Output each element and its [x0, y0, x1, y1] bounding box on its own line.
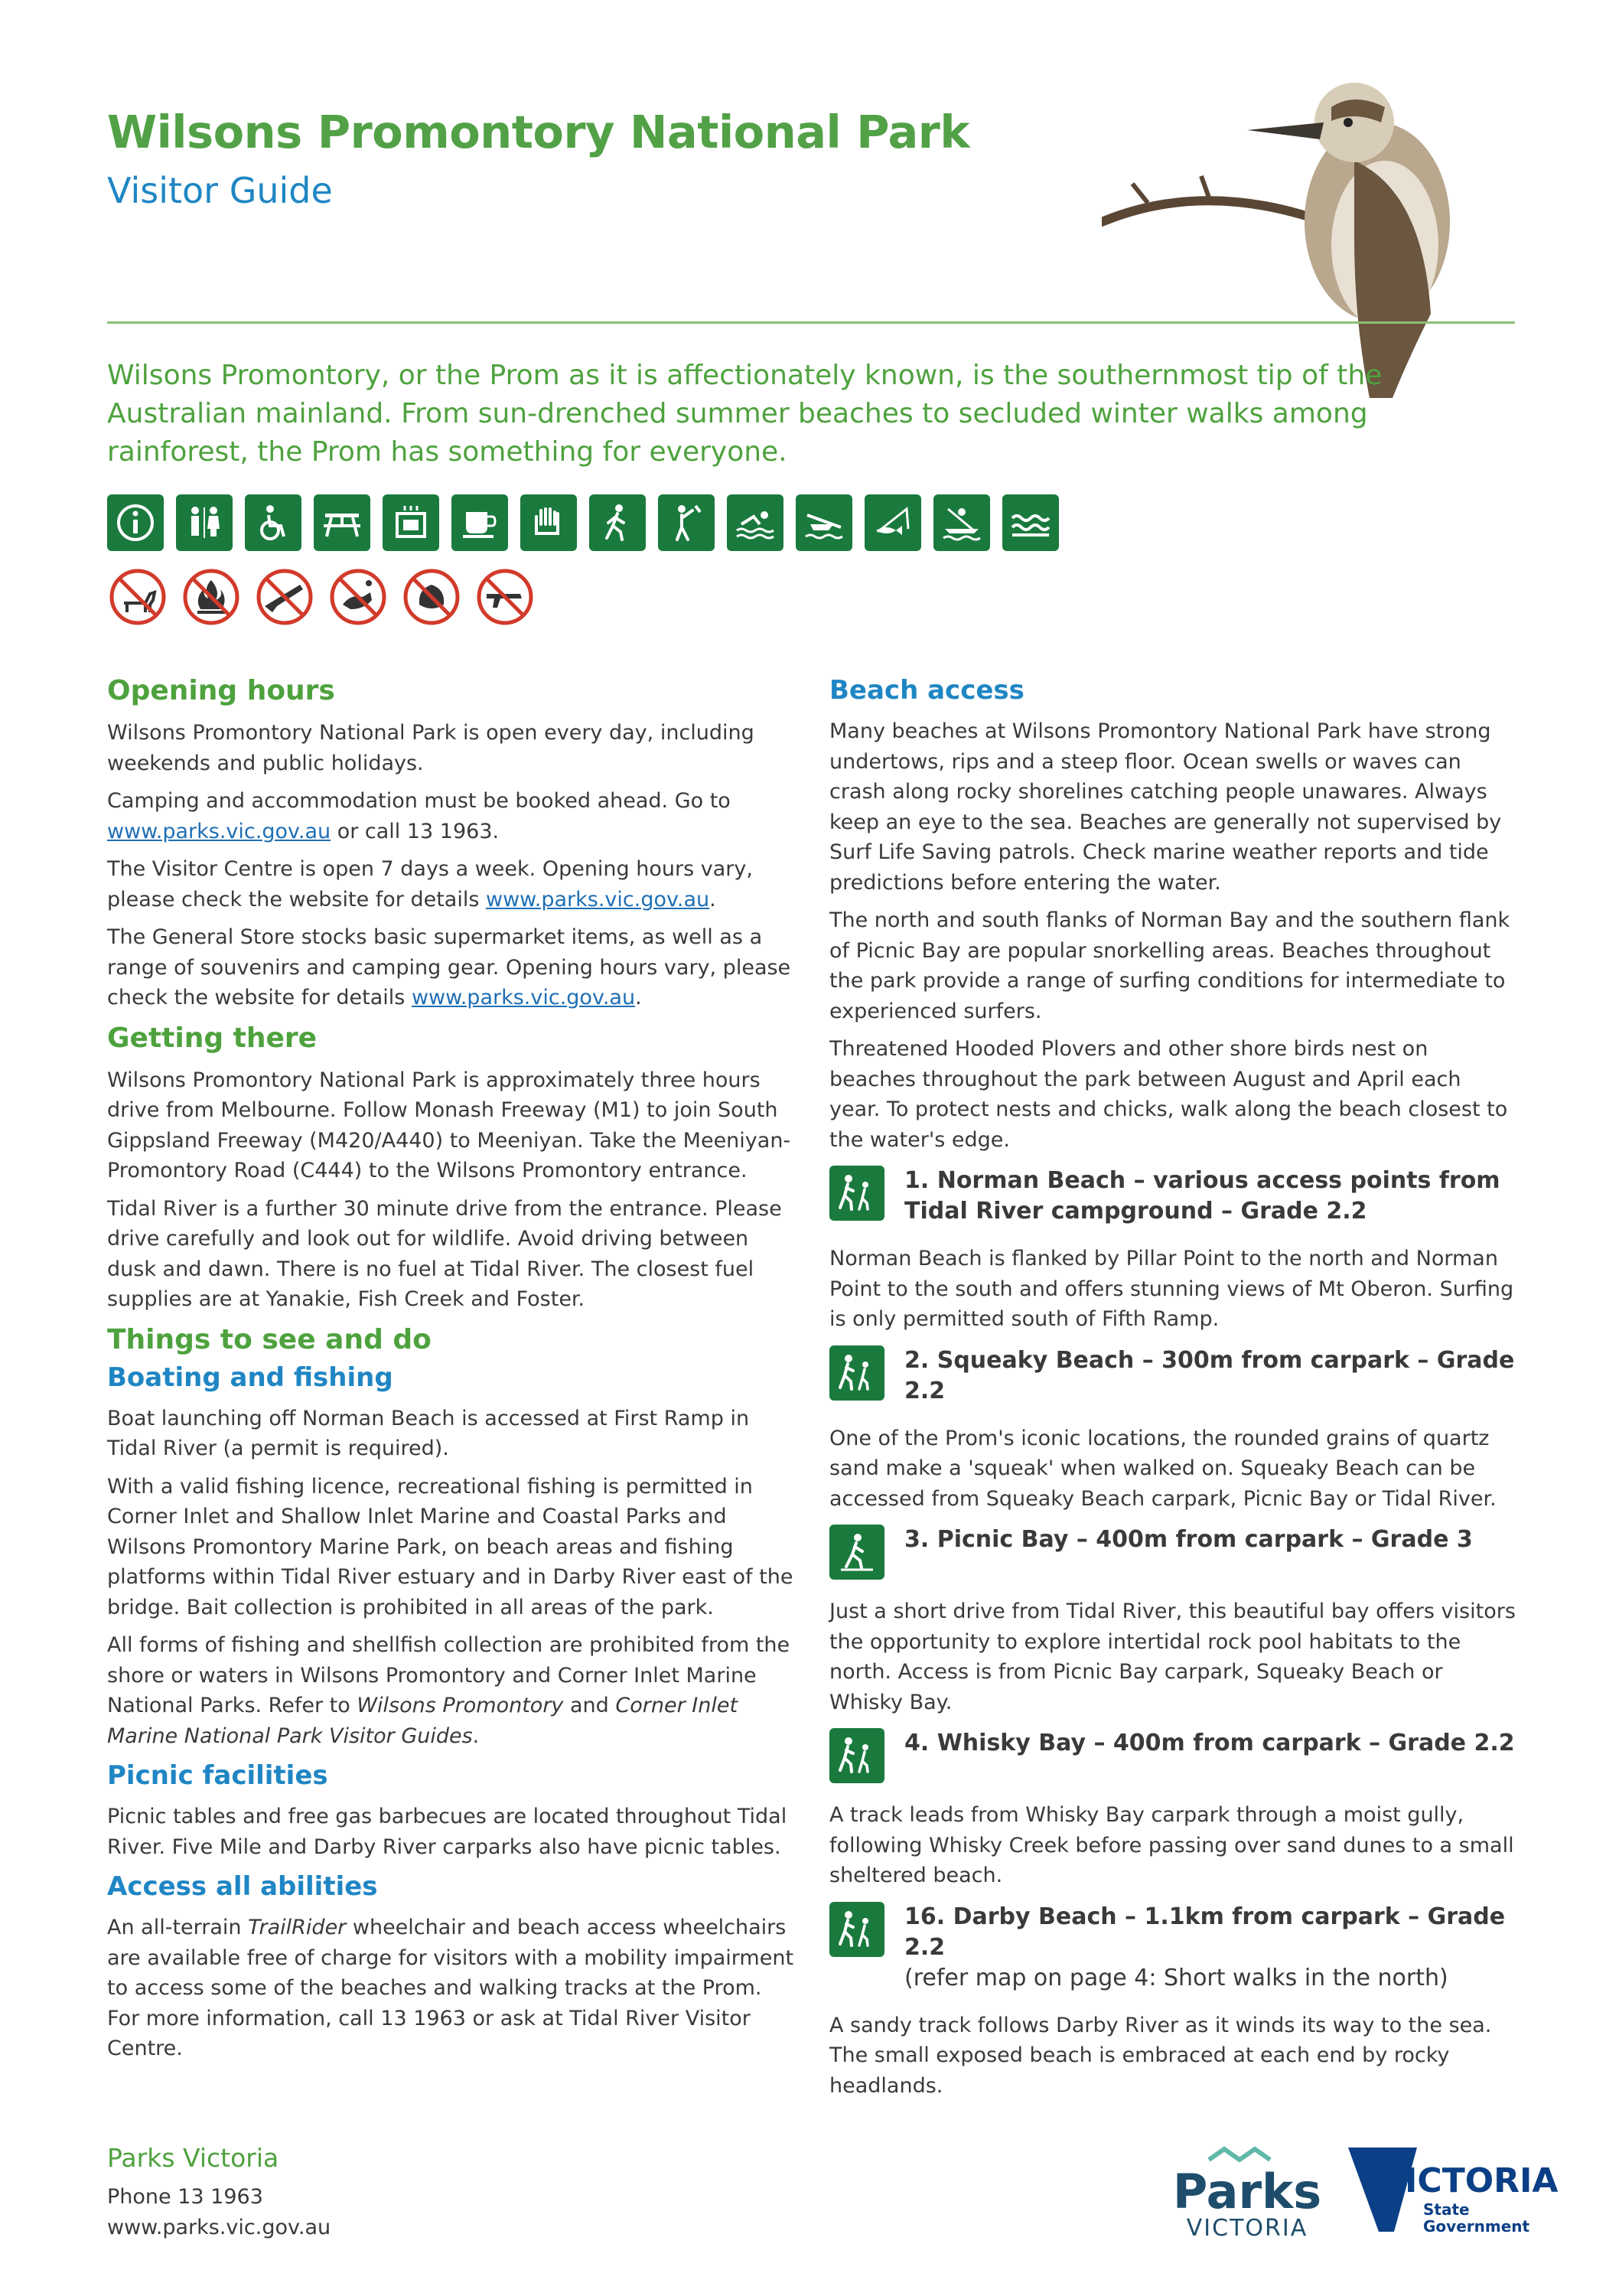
things-heading: Things to see and do: [107, 1323, 432, 1355]
boating-p2: With a valid fishing licence, recreational fishing is permitted in Corner Inlet and Shallow Inlet Marine and Coastal Parks and Wilsons Promontory Marine Park, on beach areas and fishing platforms within Tidal River estuary and in Darby River east of the bridge. Bait collection is prohibited in all areas of the park.: [107, 1474, 793, 1619]
waves-icon: [1201, 2143, 1293, 2166]
left-column: [107, 673, 796, 2072]
right-column: [829, 673, 1518, 2108]
victoria-state-government-logo: VICTORIA State Government: [1348, 2140, 1516, 2239]
no-hunting-icon: [474, 566, 536, 628]
canoeing-icon: [933, 494, 990, 551]
kiosk-icon: [451, 494, 508, 551]
walk-title: 3. Picnic Bay – 400m from carpark – Grade 3: [904, 1526, 1473, 1553]
getting-there-p2: Tidal River is a further 30 minute drive from the entrance. Please drive carefully and look out for wildlife. Avoid driving between dusk and dawn. There is no fuel at Tidal River. The closest fuel supplies are at Yanakie, Fish Creek and Foster.: [107, 1196, 782, 1311]
beach-access-p2: The north and south flanks of Norman Bay and the southern flank of Picnic Bay are popular snorkelling areas. Beaches throughout the park provide a range of surfing conditions for intermediate to experienced surfers.: [829, 908, 1510, 1023]
swimming-icon: [727, 494, 783, 551]
kookaburra-illustration: [1102, 69, 1500, 406]
beach-access-p3: Threatened Hooded Plovers and other shore birds nest on beaches throughout the park between August and April each year. To protect nests and chicks, walk along the beach closest to the water's edge.: [829, 1037, 1508, 1152]
parks-website-link[interactable]: www.parks.vic.gov.au: [486, 887, 710, 912]
walk-title: 4. Whisky Bay – 400m from carpark – Grade 2.2: [904, 1730, 1515, 1756]
walk-description: Just a short drive from Tidal River, this beautiful bay offers visitors the opportunity to explore intertidal rock pool habitats to the north. Access is from Picnic Bay carpark, Squeaky Beach or Whisky Bay.: [829, 1600, 1516, 1714]
opening-hours-heading: Opening hours: [107, 675, 335, 706]
page-subtitle: Visitor Guide: [107, 170, 333, 211]
fishing-icon: [865, 494, 921, 551]
footer-contact: [107, 2143, 331, 2243]
walk-title: 16. Darby Beach – 1.1km from carpark – Grade 2.2: [904, 1903, 1506, 1961]
walk-item: [829, 1166, 1518, 1227]
walkers-icon: [829, 1345, 884, 1401]
toilets-icon: [176, 494, 233, 551]
boating-heading: Boating and fishing: [107, 1362, 393, 1393]
no-firearms-icon: [254, 566, 315, 628]
footer-website[interactable]: www.parks.vic.gov.au: [107, 2216, 331, 2239]
walk-description: One of the Prom's iconic locations, the rounded grains of quartz sand make a 'squeak' when walked on. Squeaky Beach can be accessed from Squeaky Beach carpark, Picnic Bay or Tidal River.: [829, 1426, 1497, 1511]
parks-website-link[interactable]: www.parks.vic.gov.au: [107, 819, 331, 843]
boating-p3: All forms of fishing and shellfish collection are prohibited from the shore or waters in Wilsons Promontory and Corner Inlet Marine National Parks. Refer to Wilsons Promontory and Corner Inlet Marine National Park Visitor Guides.: [107, 1633, 790, 1748]
information-icon: [107, 494, 164, 551]
no-fires-icon: [181, 566, 242, 628]
wheelchair-access-icon: [245, 494, 301, 551]
picnic-heading: Picnic facilities: [107, 1760, 328, 1791]
walk-item: [829, 1902, 1518, 1994]
walk-description: Norman Beach is flanked by Pillar Point to the north and Norman Point to the south and offers stunning views of Mt Oberon. Surfing is only permitted south of Fifth Ramp.: [829, 1247, 1514, 1331]
beach-access-heading: Beach access: [829, 675, 1024, 706]
no-dogs-icon: [107, 566, 168, 628]
walking-icon: [589, 494, 646, 551]
getting-there-heading: Getting there: [107, 1022, 318, 1054]
boating-p1: Boat launching off Norman Beach is accessed at First Ramp in Tidal River (a permit is required).: [107, 1406, 750, 1460]
gas-barbecue-icon: [383, 494, 439, 551]
camping-gear-icon: [520, 494, 577, 551]
walker-icon: [829, 1525, 884, 1580]
lookout-icon: [658, 494, 715, 551]
beach-access-p1: Many beaches at Wilsons Promontory National Park have strong undertows, rips and a steep floor. Ocean swells or waves can crash along rocky shorelines catching people unawares. Always keep an eye to the sea. Beaches are generally not supervised by Surf Life Saving patrols. Check marine weather reports and tide predictions before entering the water.: [829, 719, 1502, 895]
walk-item: [829, 1345, 1518, 1407]
parks-victoria-logo: Parks VICTORIA: [1171, 2143, 1324, 2242]
no-collecting-icon: [401, 566, 462, 628]
access-heading: Access all abilities: [107, 1871, 378, 1902]
walk-description: A sandy track follows Darby River as it winds its way to the sea. The small exposed beach is embraced at each end by rocky headlands.: [829, 2013, 1492, 2098]
boat-ramp-icon: [796, 494, 852, 551]
opening-hours-p3: The Visitor Centre is open 7 days a week. Opening hours vary, please check the website for details www.parks.vic.gov.au.: [107, 857, 753, 912]
opening-hours-p4: The General Store stocks basic supermarket items, as well as a range of souvenirs and camping gear. Opening hours vary, please check the website for details www.parks.vic.gov.au.: [107, 925, 791, 1009]
intro-paragraph: Wilsons Promontory, or the Prom as it is affectionately known, is the southernmost tip of the Australian mainland. From sun-drenched summer beaches to secluded winter walks among rainforest, the Prom has something for everyone.: [107, 360, 1383, 468]
opening-hours-p2: Camping and accommodation must be booked ahead. Go to www.parks.vic.gov.au or call 13 1963.: [107, 789, 731, 843]
access-p: An all-terrain TrailRider wheelchair and beach access wheelchairs are available free of charge for visitors with a mobility impairment to access some of the beaches and walking tracks at the Prom. For more information, call 13 1963 or ask at Tidal River Visitor Centre.: [107, 1916, 794, 2060]
beach-icon: [1002, 494, 1059, 551]
footer-phone: Phone 13 1963: [107, 2185, 263, 2209]
walk-item: [829, 1525, 1518, 1580]
walk-title: 2. Squeaky Beach – 300m from carpark – Grade 2.2: [904, 1346, 1515, 1404]
header-divider: [107, 321, 1515, 324]
walk-item: [829, 1728, 1518, 1783]
page-title: Wilsons Promontory National Park: [107, 106, 970, 158]
walkers-icon: [829, 1728, 884, 1783]
picnic-table-icon: [314, 494, 370, 551]
prohibited-icons: [107, 566, 536, 628]
facility-icons: [107, 494, 1059, 551]
footer-org: Parks Victoria: [107, 2143, 279, 2173]
walkers-icon: [829, 1902, 884, 1957]
getting-there-p1: Wilsons Promontory National Park is approximately three hours drive from Melbourne. Follow Monash Freeway (M1) to join South Gippsland Freeway (M420/A440) to Meeniyan. Take the Meeniyan-Promontory Road (C444) to the Wilsons Promontory entrance.: [107, 1068, 791, 1182]
walk-description: A track leads from Whisky Bay carpark through a moist gully, following Whisky Creek before passing over sand dunes to a small sheltered beach.: [829, 1803, 1514, 1887]
picnic-p: Picnic tables and free gas barbecues are located throughout Tidal River. Five Mile and Darby River carparks also have picnic tables.: [107, 1805, 787, 1859]
no-feeding-wildlife-icon: [327, 566, 389, 628]
opening-hours-p1: Wilsons Promontory National Park is open every day, including weekends and public holidays.: [107, 721, 754, 775]
parks-website-link[interactable]: www.parks.vic.gov.au: [411, 986, 636, 1009]
walkers-icon: [829, 1166, 884, 1221]
walk-note: (refer map on page 4: Short walks in the north): [904, 1964, 1448, 1991]
walk-title: 1. Norman Beach – various access points from Tidal River campground – Grade 2.2: [904, 1167, 1500, 1225]
